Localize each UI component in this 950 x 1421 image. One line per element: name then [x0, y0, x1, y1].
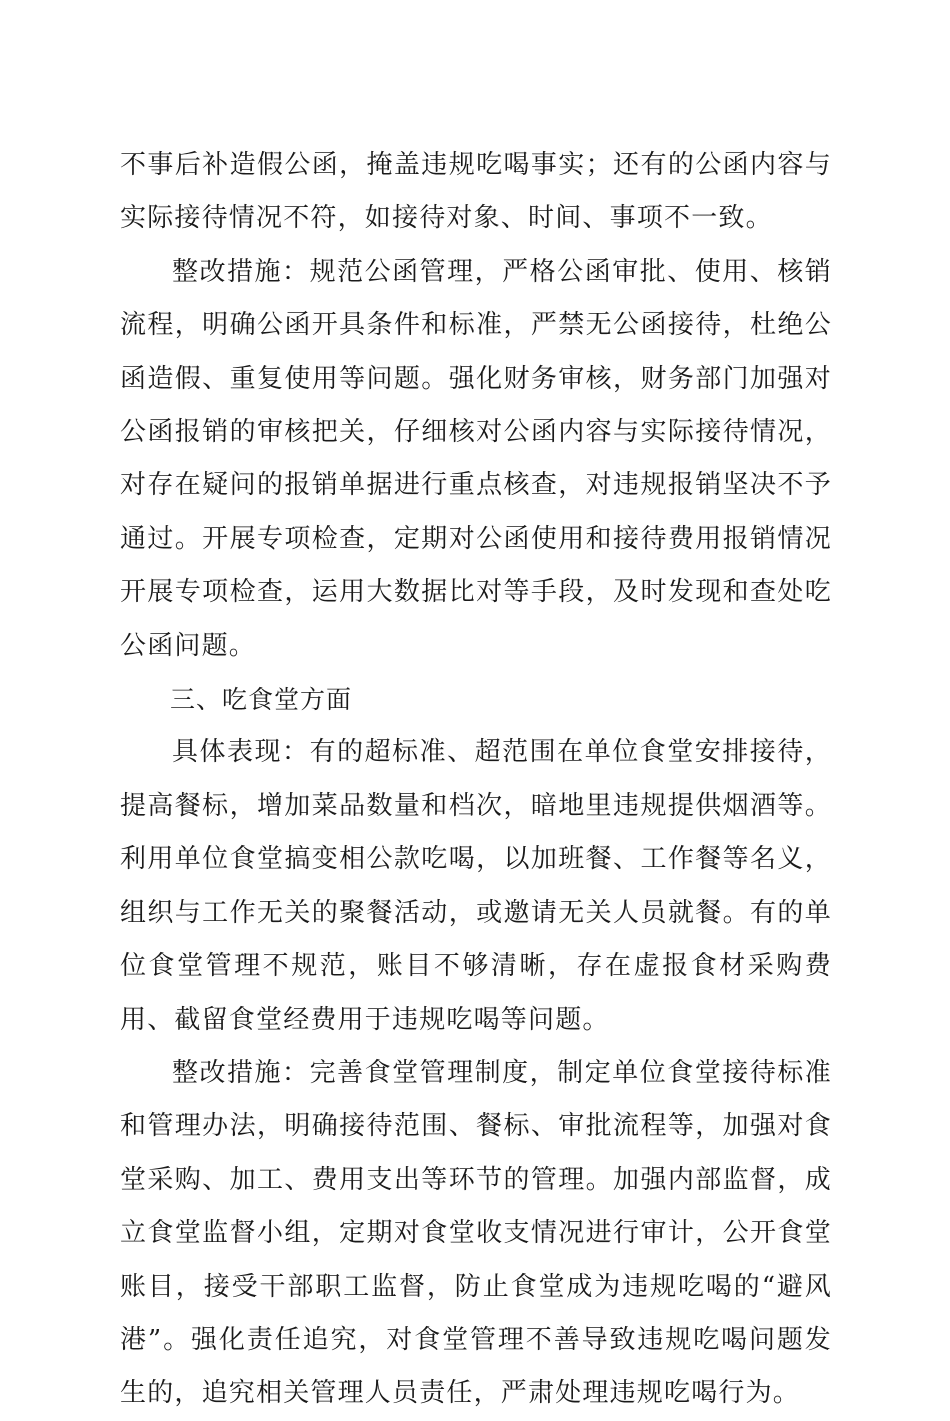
paragraph-specific-manifestations: 具体表现：有的超标准、超范围在单位食堂安排接待，提高餐标，增加菜品数量和档次，暗地里违规提供烟酒等。利用单位食堂搞变相公款吃喝，以加班餐、工作餐等名义，组织与工作无关的聚餐活动，或邀请无关人员就餐。有的单位食堂管理不规范，账目不够清晰，存在虚报食材采购费用、截留食堂经费用于违规吃喝等问题。 — [120, 737, 832, 1035]
paragraph-continuation: 不事后补造假公函，掩盖违规吃喝事实；还有的公函内容与实际接待情况不符，如接待对象、时间、事项不一致。 — [120, 150, 832, 234]
paragraph-rectification-measures-letters: 整改措施：规范公函管理，严格公函审批、使用、核销流程，明确公函开具条件和标准，严禁无公函接待，杜绝公函造假、重复使用等问题。强化财务审核，财务部门加强对公函报销的审核把关，仔细核对公函内容与实际接待情况，对存在疑问的报销单据进行重点核查，对违规报销坚决不予通过。开展专项检查，定期对公函使用和接待费用报销情况开展专项检查，运用大数据比对等手段，及时发现和查处吃公函问题。 — [120, 256, 832, 661]
section-heading-canteen: 三、吃食堂方面 — [170, 685, 353, 715]
document-body — [120, 139, 832, 1421]
paragraph-rectification-measures-canteen: 整改措施：完善食堂管理制度，制定单位食堂接待标准和管理办法，明确接待范围、餐标、审批流程等，加强对食堂采购、加工、费用支出等环节的管理。加强内部监督，成立食堂监督小组，定期对食堂收支情况进行审计，公开食堂账目，接受干部职工监督，防止食堂成为违规吃喝的“避风港”。强化责任追究，对食堂管理不善导致违规吃喝问题发生的，追究相关管理人员责任，严肃处理违规吃喝行为。 — [120, 1057, 832, 1409]
